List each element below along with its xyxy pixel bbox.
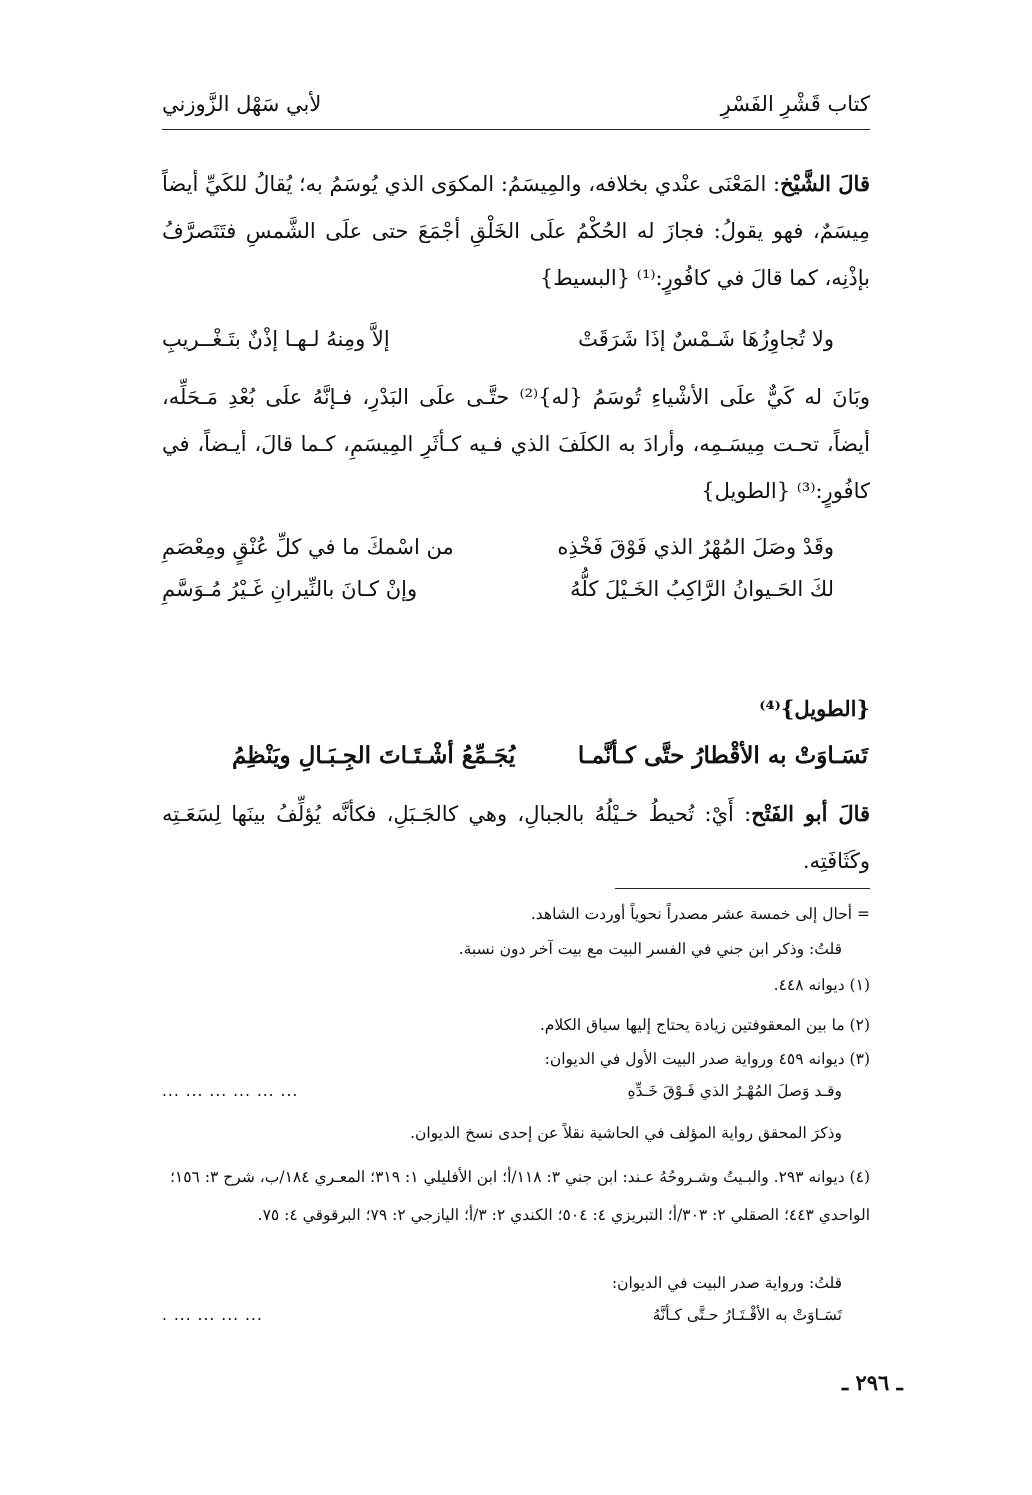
page-number: ـ ٢٩٦ ـ xyxy=(842,1370,903,1395)
commentary-text: : المَعْنَى عنْدي بخلافه، والمِيسَمُ: المكوَى الذي يُوسَمُ به؛ يُقالُ للكَيِّ أيضاً مِيسَمٌ، فهو يقولُ: فجازَ له الحُكْمُ علَى الخَلْقِ أجْمَعَ حتى علَى الشَّمسِ فتَتَصرَّفُ بإذْنِه، كما قالَ في كافُورٍ:⁽¹⁾ {البسيط} xyxy=(162,172,870,290)
footnote-verse-first: تَسَـاوَتْ به الأقْـتَـارُ حـتَّى كـأنَّهُ xyxy=(652,1306,842,1324)
footnote-1: (١) ديوانه ٤٤٨. xyxy=(773,976,870,994)
meter-heading: {الطويل}⁽⁴⁾ xyxy=(759,696,870,721)
footnote-rule xyxy=(615,888,870,889)
main-verse xyxy=(162,742,870,782)
verse-line xyxy=(162,327,870,367)
commentary-paragraph xyxy=(162,374,870,515)
speaker-label: قالَ الشَّيْخ xyxy=(780,171,870,196)
header-rule xyxy=(162,129,870,130)
book-title: كتاب قَشْرِ الفَسْرِ xyxy=(720,92,870,116)
footnote-continuation: = أحال إلى خمسة عشر مصدراً نحوياً أوردت الشاهد. xyxy=(530,905,870,923)
footnote-3-note: وذكرَ المحقق رواية المؤلف في الحاشية نقلاً عن إحدى نسخ الديوان. xyxy=(410,1124,842,1142)
running-head xyxy=(162,92,870,126)
verse-second-hemistich: وإنْ كـانَ بالنِّيرانِ غَـيْرُ مُـوَسَّمِ xyxy=(162,577,418,601)
sheikh-commentary xyxy=(162,160,870,302)
author-name: لأبي سَهْل الزَّوزني xyxy=(162,92,322,116)
footnote-verse xyxy=(162,1306,842,1332)
footnote-4-note: قلتُ: ورواية صدر البيت في الديوان: xyxy=(611,1274,842,1292)
footnote-verse-first: وقـد وَصلَ المُهْـرُ الذي فَـوْقَ خَـدِّهِ xyxy=(627,1082,842,1100)
verse-first-hemistich: تَسَـاوَتْ به الأقْطارُ حتَّى كـأنَّمـا xyxy=(577,742,868,769)
verse-first-hemistich: لكَ الحَـيوانُ الرَّاكِبُ الخَـيْلَ كلُّهُ xyxy=(570,577,834,601)
verse-second-hemistich: يُجَـمِّعُ أشْـتَـاتَ الجِـبَـالِ ويَنْظِمُ xyxy=(232,742,516,769)
verse-first-hemistich: وقَدْ وصَلَ المُهْرُ الذي فَوْقَ فَخْذِه xyxy=(557,535,834,559)
verse-line xyxy=(162,577,870,617)
commentary-text: وبَانَ له كَيٌّ علَى الأشْياءِ تُوسَمُ {له}⁽²⁾ حتَّـى علَى البَدْرِ، فـإنَّهُ علَى بُعْدِ مَـحَلِّه، أيضاً، تحـت مِيسَـمِه، وأرادَ به الكلَفَ الذي فـيه كـأثَرِ المِيسَمِ، كـما قالَ، أيـضاً، في كافُورٍ:⁽³⁾ {الطويل} xyxy=(162,385,870,503)
footnote-3: (٣) ديوانه ٤٥٩ ورواية صدر البيت الأول في الديوان: xyxy=(544,1050,870,1068)
footnote-verse xyxy=(162,1082,842,1108)
verse-line xyxy=(162,535,870,575)
footnote-verse-ellipsis: ... ... ... ... ... ... xyxy=(162,1082,299,1100)
footnote-verse-ellipsis: ... ... ... ... . xyxy=(162,1306,263,1324)
commentary-text: : أَيْ: تُحيطُ خـيْلُهُ بالجبالِ، وهي كالجَـبَلِ، فكأنَّه يُؤلِّفُ بينَها لِسَعَـتِه وكَثَافَتِه. xyxy=(162,802,870,873)
abu-alfath-commentary xyxy=(162,790,870,885)
verse-first-hemistich: ولا تُجاوِزُهَا شَـمْسٌ إذَا شَرَقَتْ xyxy=(578,327,834,351)
footnote-continuation: قلتُ: وذكر ابن جني في الفسر البيت مع بيت آخر دون نسبة. xyxy=(458,940,842,958)
verse-second-hemistich: إلاَّ ومِنهُ لـهـا إذْنٌ بتَـغْــريبِ xyxy=(162,327,390,351)
footnote-4: (٤) ديوانه ٢٩٣. والبـيتُ وشـروحُهُ عـند: ابن جني ٣: ١١٨/أ؛ ابن الأفليلي ١: ٣١٩؛ المعـري ١٨٤/ب، شرح ٣: ١٥٦؛ الواحدي ٤٤٣؛ الصقلي ٢: ٣٠٣/أ؛ التبريزي ٤: ٥٠٤؛ الكندي ٢: ٣/أ؛ اليازجي ٢: ٧٩؛ البرقوقي ٤: ٧٥. xyxy=(169,1168,870,1224)
footnote-2: (٢) ما بين المعقوفتين زيادة يحتاج إليها سياق الكلام. xyxy=(539,1016,870,1034)
verse-second-hemistich: من اسْمكَ ما في كلِّ عُنْقٍ ومِعْصَمِ xyxy=(162,535,454,559)
speaker-label: قالَ أبو الفَتْح xyxy=(751,801,871,826)
